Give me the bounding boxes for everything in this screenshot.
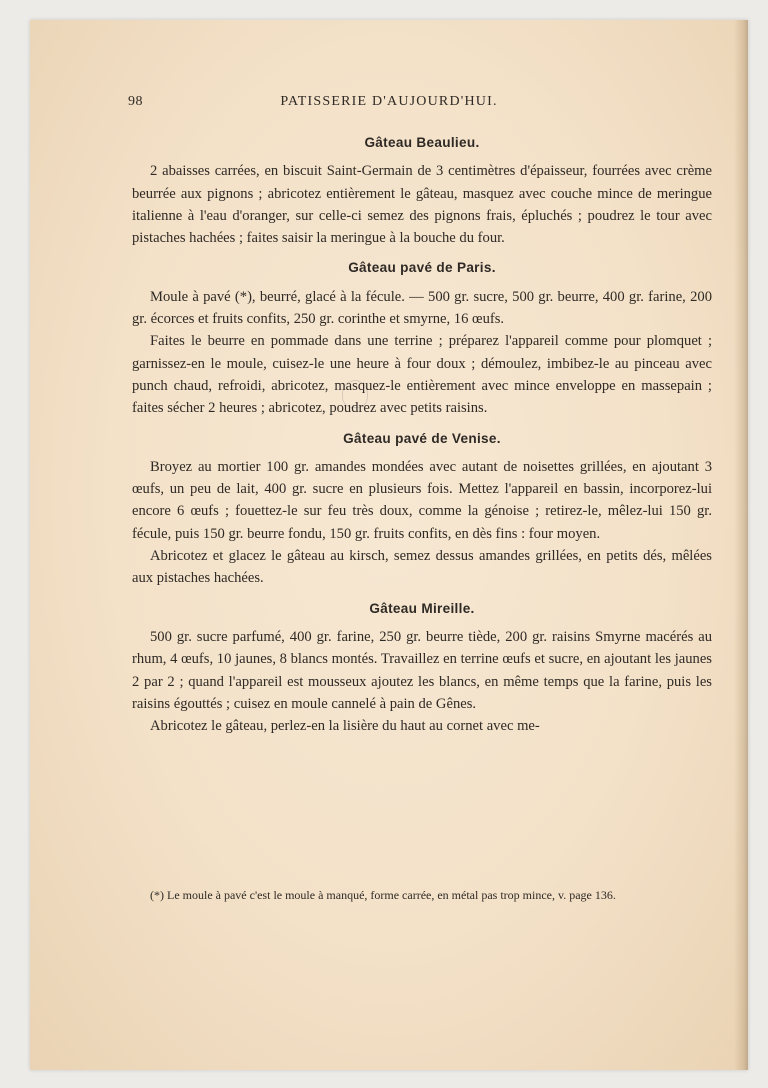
paragraph: Moule à pavé (*), beurré, glacé à la fécule. — 500 gr. sucre, 500 gr. beurre, 400 gr. farine, 200 gr. écorces et fruits confits, 250 gr. corinthe et smyrne, 16 œufs. bbox=[132, 288, 712, 328]
section-title-beaulieu: Gâteau Beaulieu. bbox=[364, 135, 480, 150]
paragraph: Broyez au mortier 100 gr. amandes mondées avec autant de noisettes grillées, en ajoutant 3 œufs, un peu de lait, 400 gr. sucre en plusieurs fois. Mettez l'appareil en bassin, incorporez-lui encore 6 œufs ; fouettez-le sur feu très doux, comme la génoise ; retirez-le, mêlez-lui 150 gr. fécule, puis 150 gr. beurre fondu, 150 gr. fruits confits, en dès fins : four moyen. bbox=[132, 458, 712, 542]
paragraph: 500 gr. sucre parfumé, 400 gr. farine, 250 gr. beurre tiède, 200 gr. raisins Smyrne macérés au rhum, 4 œufs, 10 jaunes, 8 blancs montés. Travaillez en terrine œufs et sucre, en ajoutant les jaunes 2 par 2 ; quand l'appareil est mousseux ajoutez les blancs, en même temps que la farine, puis les raisins égouttés ; cuisez en moule cannelé à pain de Gênes. bbox=[132, 628, 712, 712]
footnote: (*) Le moule à pavé c'est le moule à manqué, forme carrée, en métal pas trop mince, v. page 136. bbox=[150, 888, 616, 902]
paragraph: Abricotez le gâteau, perlez-en la lisière du haut au cornet avec me- bbox=[150, 718, 540, 735]
running-head bbox=[30, 94, 748, 118]
page-number: 98 bbox=[128, 94, 143, 109]
section-title-mireille: Gâteau Mireille. bbox=[369, 600, 475, 616]
paragraph: Abricotez et glacez le gâteau au kirsch, semez dessus amandes grillées, en petits dés, mêlées aux pistaches hachées. bbox=[132, 548, 712, 587]
running-title: PATISSERIE D'AUJOURD'HUI. bbox=[280, 94, 498, 109]
body-text bbox=[132, 124, 712, 737]
book-page bbox=[30, 20, 748, 1070]
paragraph: Faites le beurre en pommade dans une terrine ; préparez l'appareil comme pour plomquet ; garnissez-en le moule, cuisez-le une heure à four doux ; démoulez, imbibez-le au pinceau avec punch chaud, refroidi, abricotez, masquez-le entièrement avec mince enveloppe en massepain ; faites sécher 2 heures ; abricotez, poudrez avec petits raisins. bbox=[132, 333, 712, 417]
section-title-pave-de-paris: Gâteau pavé de Paris. bbox=[348, 260, 496, 276]
page-edge-shadow bbox=[734, 20, 748, 1070]
paragraph: 2 abaisses carrées, en biscuit Saint-Germain de 3 centimètres d'épaisseur, fourrées avec crème beurrée aux pignons ; abricotez entièrement le gâteau, masquez avec couche mince de meringue italienne à l'eau d'oranger, sur celle-ci semez des pignons frais, épluchés ; poudrez le tour avec pistaches hachées ; faites saisir la meringue à la bouche du four. bbox=[132, 163, 712, 247]
section-title-pave-de-venise: Gâteau pavé de Venise. bbox=[343, 430, 501, 446]
